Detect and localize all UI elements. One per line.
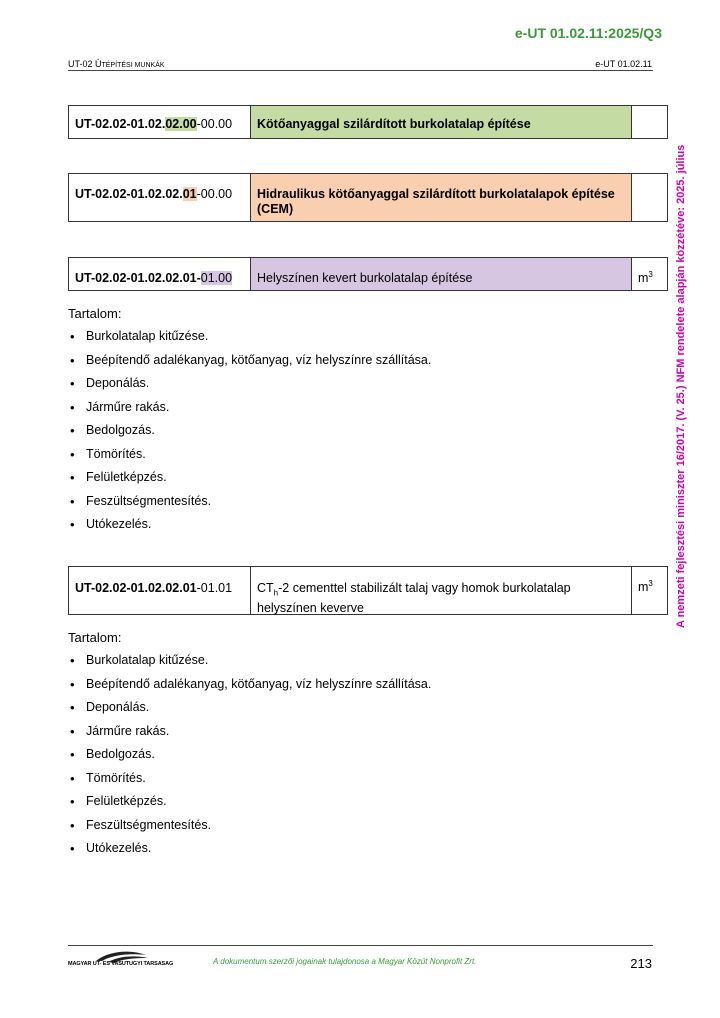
list-item: • Járműre rakás.	[68, 720, 431, 744]
content-list	[68, 325, 431, 537]
list-item: • Felületképzés.	[68, 466, 431, 490]
list-item: • Tömörítés.	[68, 767, 431, 791]
header-chapter-first: Ú	[95, 59, 102, 69]
list-item: • Feszültségmentesítés.	[68, 814, 431, 838]
item-code-part: UT-02.02-01.02.	[75, 117, 166, 131]
header-chapter-code: UT-02	[68, 59, 96, 69]
content-list	[68, 649, 431, 861]
list-item: • Járműre rakás.	[68, 396, 431, 420]
item-box-1	[68, 105, 668, 139]
item-code-suffix: -01.01	[196, 581, 233, 595]
item-code	[69, 567, 251, 614]
list-item: • Utókezelés.	[68, 837, 431, 861]
item-code	[69, 106, 251, 138]
item-title-part: CT	[257, 581, 274, 595]
header-divider	[68, 70, 653, 71]
item-title	[251, 567, 632, 614]
item-code-part: UT-02.02-01.02.02.01	[75, 581, 197, 595]
item-title-rest: -2 cementtel stabilizált talaj vagy homok burkolatalap helyszínen keverve	[257, 581, 571, 615]
list-item: • Felületképzés.	[68, 790, 431, 814]
document-code: e-UT 01.02.11:2025/Q3	[514, 25, 662, 41]
item-code	[69, 174, 251, 221]
item-code-part: UT-02.02-01.02.02.01-	[75, 271, 201, 285]
item-title: Hidraulikus kötőanyaggal szilárdított burkolatalapok építése (CEM)	[251, 174, 632, 221]
item-title: Helyszínen kevert burkolatalap építése	[251, 258, 632, 290]
list-item: • Feszültségmentesítés.	[68, 490, 431, 514]
item-code-suffix: -00.00	[196, 117, 233, 131]
unit-exponent: 3	[648, 270, 653, 279]
list-item: • Deponálás.	[68, 372, 431, 396]
item-code	[69, 258, 251, 290]
item-code-highlight: 02.00	[165, 117, 197, 131]
item-unit	[632, 174, 667, 221]
item-code-highlight: 01	[182, 187, 197, 201]
list-item: • Tömörítés.	[68, 443, 431, 467]
list-item: • Deponálás.	[68, 696, 431, 720]
unit-exponent: 3	[648, 579, 653, 588]
item-unit	[632, 106, 667, 138]
society-logo-text: MAGYAR UT- ES VASUTUGYI TARSASAG	[68, 961, 174, 967]
item-unit	[632, 567, 667, 614]
society-logo-icon	[68, 949, 168, 971]
item-unit	[632, 258, 667, 290]
unit-base: m	[638, 580, 649, 595]
page-number: 213	[630, 956, 652, 971]
list-item: • Beépítendő adalékanyag, kötőanyag, víz helyszínre szállítása.	[68, 673, 431, 697]
item-title: Kötőanyaggal szilárdított burkolatalap építése	[251, 106, 632, 138]
list-item: • Beépítendő adalékanyag, kötőanyag, víz helyszínre szállítása.	[68, 349, 431, 373]
section-label: Tartalom:	[68, 630, 122, 645]
item-code-part: UT-02.02-01.02.02.	[75, 187, 183, 201]
item-box-4	[68, 566, 668, 615]
header-chapter-rest: TÉPÍTÉSI MUNKÁK	[101, 62, 165, 69]
list-item: • Burkolatalap kitűzése.	[68, 649, 431, 673]
list-item: • Bedolgozás.	[68, 419, 431, 443]
copyright-note: A dokumentum szerzői jogainak tulajdonosa a Magyar Közút Nonprofit Zrt.	[213, 957, 477, 966]
list-item: • Utókezelés.	[68, 513, 431, 537]
footer-divider	[68, 945, 653, 946]
header-doc-ref: e-UT 01.02.11	[595, 59, 652, 69]
item-code-suffix: -00.00	[196, 187, 233, 201]
header-chapter	[68, 59, 165, 69]
item-code-highlight: 01.00	[200, 271, 233, 285]
list-item: • Burkolatalap kitűzése.	[68, 325, 431, 349]
item-box-3	[68, 257, 668, 291]
section-label: Tartalom:	[68, 306, 122, 321]
item-box-2	[68, 173, 668, 222]
item-title-subscript: h	[273, 588, 279, 598]
publication-note: A nemzeti fejlesztési miniszter 16/2017. (V. 25.) NFM rendelete alapján közzétéve: 2025. július	[675, 144, 687, 628]
list-item: • Bedolgozás.	[68, 743, 431, 767]
unit-base: m	[638, 271, 649, 286]
